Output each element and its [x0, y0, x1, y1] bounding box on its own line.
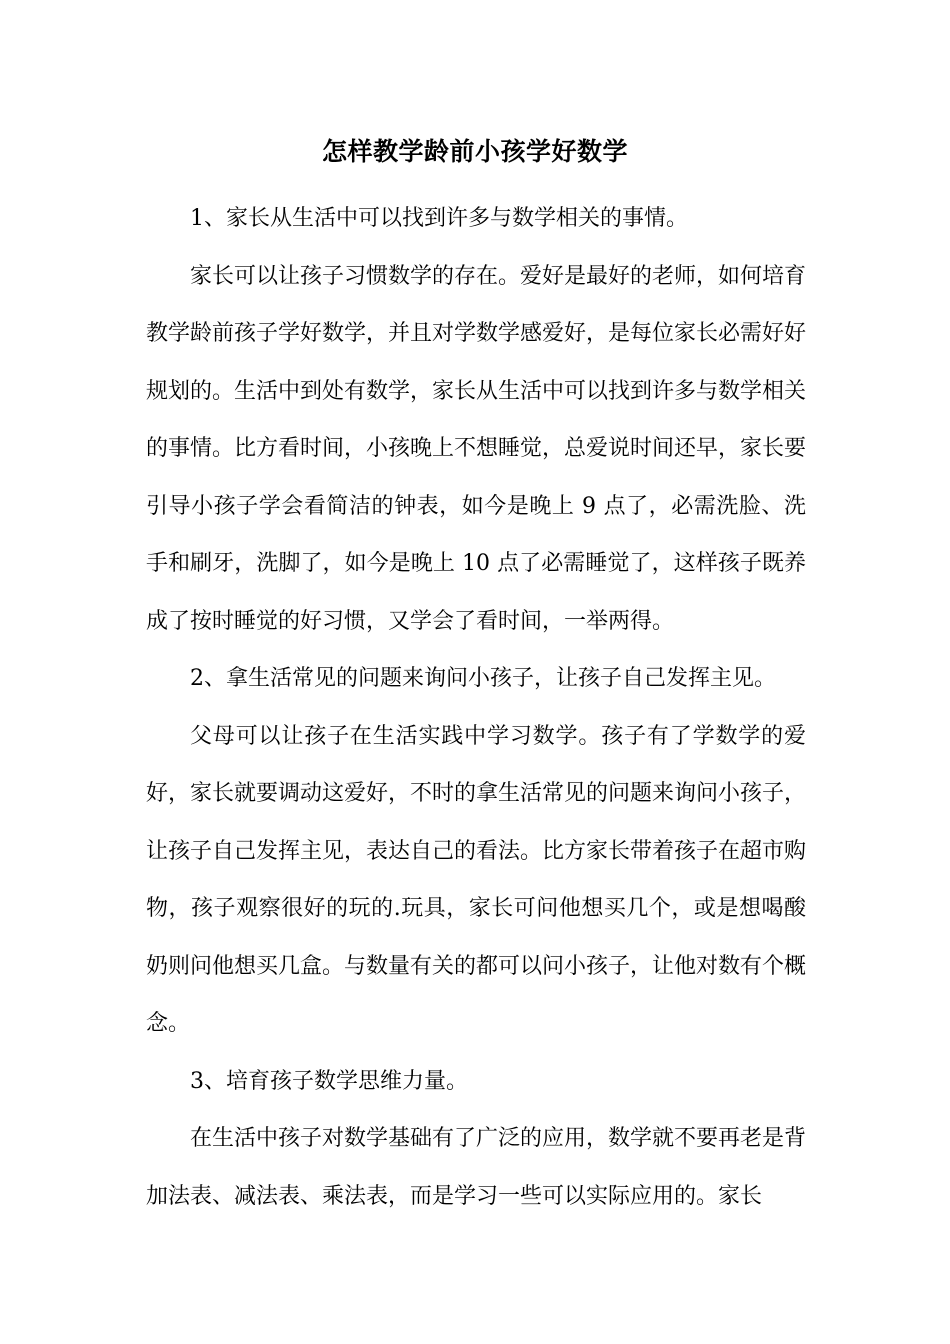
paragraph-2: 父母可以让孩子在生活实践中学习数学。孩子有了学数学的爱好，家长就要调动这爱好，不时的拿生活常见的问题来询问小孩子，让孩子自己发挥主见，表达自己的看法。比方家长带着孩子在超市购物，孩子观察很好的玩的.玩具，家长可问他想买几个，或是想喝酸奶则问他想买几盒。与数量有关的都可以问小孩子，让他对数有个概念。 [146, 723, 807, 1036]
heading-2: 2、拿生活常见的问题来询问小孩子，让孩子自己发挥主见。 [190, 666, 776, 691]
document-body [146, 190, 806, 1225]
heading-3: 3、培育孩子数学思维力量。 [190, 1068, 468, 1094]
heading-1: 1、家长从生活中可以找到许多与数学相关的事情。 [190, 206, 688, 231]
paragraph-3: 在生活中孩子对数学基础有了广泛的应用，数学就不要再老是背加法表、减法表、乘法表，而是学习一些可以实际应用的。家长 [146, 1126, 807, 1209]
paragraph-1: 家长可以让孩子习惯数学的存在。爱好是最好的老师，如何培育教学龄前孩子学好数学，并且对学数学感爱好，是每位家长必需好好规划的。生活中到处有数学，家长从生活中可以找到许多与数学相关的事情。比方看时间，小孩晚上不想睡觉，总爱说时间还早，家长要引导小孩子学会看简洁的钟表，如今是晚上 9 点了，必需洗脸、洗手和刷牙，洗脚了，如今是晚上 10 点了必需睡觉了，这样孩子既养成了按时睡觉的好习惯，又学会了看时间，一举两得。 [146, 263, 807, 634]
document-title: 怎样教学龄前小孩学好数学 [321, 137, 628, 166]
